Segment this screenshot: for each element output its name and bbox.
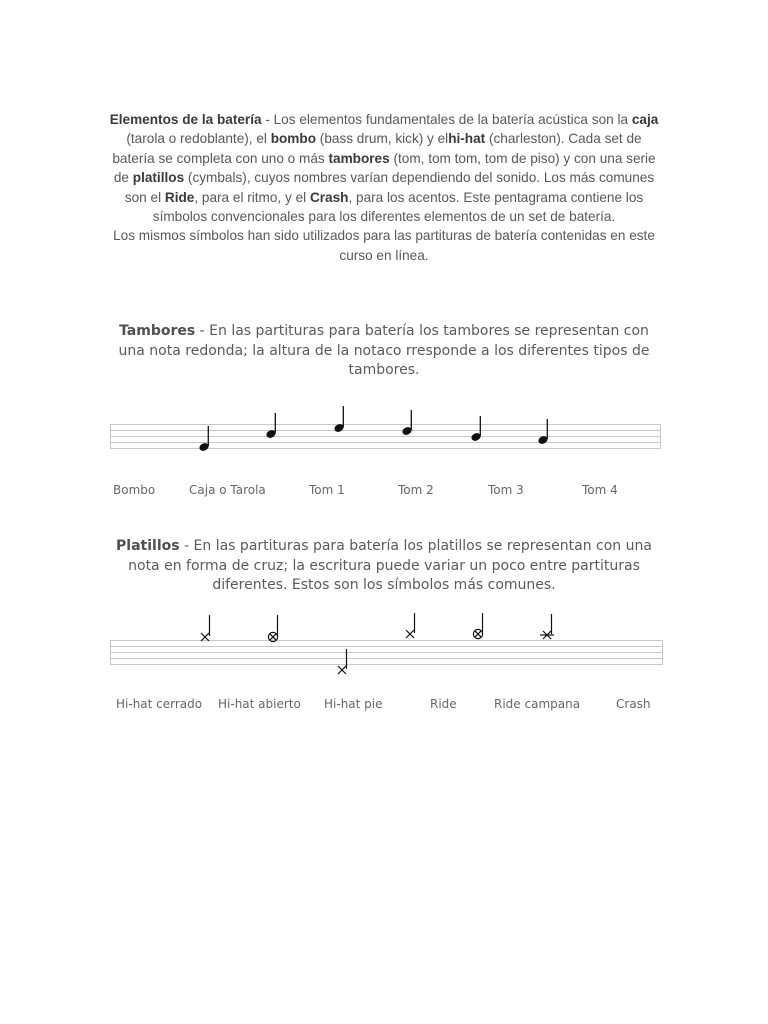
platillos-staff (0, 605, 768, 680)
intro-text: , para el ritmo, y el (194, 189, 310, 205)
label-hihat-pie: Hi-hat pie (324, 697, 383, 711)
note-ride-campana (473, 613, 482, 639)
intro-text-note: Los mismos símbolos han sido utilizados para las partituras de batería contenidas en este curso en línea. (113, 228, 655, 263)
tambores-title: Tambores (119, 323, 196, 339)
term-caja: caja (631, 112, 659, 127)
label-tom-3: Tom 3 (488, 483, 524, 497)
note-tom-2 (401, 410, 413, 436)
intro-text: (charleston). Cada set de batería se completa con uno o más (112, 131, 642, 166)
note-tom-1 (333, 406, 345, 433)
label-bombo: Bombo (113, 483, 156, 497)
term-hihat: hi-hat (448, 131, 486, 147)
tambores-staff (0, 395, 768, 465)
intro-paragraph (104, 110, 664, 265)
tambores-text: - En las partituras para batería los tambores se representan con una nota redonda; la altura de la notaco rresponde a los diferentes tipos de tambores. (118, 323, 650, 378)
label-tom-1: Tom 1 (309, 483, 345, 497)
note-ride (406, 613, 415, 638)
term-bombo: bombo (270, 131, 317, 147)
note-caja (265, 413, 277, 439)
note-tom-4 (537, 419, 549, 445)
intro-text: , para los acentos. Este pentagrama contiene los símbolos convencionales para los diferentes elementos de un set de batería. (152, 189, 644, 225)
note-hihat-abierto (268, 615, 277, 642)
label-hihat-abierto: Hi-hat abierto (218, 697, 301, 711)
tambores-description (104, 322, 664, 381)
term-tambores: tambores (328, 150, 390, 166)
term-ride: Ride (164, 189, 195, 205)
label-crash: Crash (616, 697, 651, 711)
intro-text: (tom, tom tom, tom de piso) y con una serie de (113, 150, 656, 186)
intro-text: (bass drum, kick) y el (316, 131, 449, 147)
term-platillos: platillos (132, 170, 185, 186)
staff-lines (110, 640, 663, 665)
label-ride-campana: Ride campana (494, 697, 581, 711)
platillos-text: - En las partituras para batería los platillos se representan con una nota en forma de cruz; la escritura puede variar un poco entre partituras diferentes. Estos son los símbolos más comunes. (128, 538, 652, 593)
intro-text: - Los elementos fundamentales de la batería acústica son la (261, 112, 632, 127)
intro-heading: Elementos de la batería (109, 112, 262, 127)
platillos-description (104, 537, 664, 596)
label-tom-2: Tom 2 (398, 483, 434, 497)
label-tom-4: Tom 4 (582, 483, 618, 497)
intro-text: (tarola o redoblante), el (126, 131, 271, 147)
note-tom-3 (470, 416, 482, 442)
platillos-title: Platillos (116, 538, 180, 554)
note-crash (540, 614, 554, 639)
label-caja: Caja o Tarola (189, 483, 266, 497)
intro-text: (cymbals), cuyos nombres varían dependiendo del sonido. Los más comunes son el (124, 170, 655, 205)
staff-lines (110, 424, 661, 449)
label-hihat-cerrado: Hi-hat cerrado (116, 697, 203, 711)
term-crash: Crash (309, 189, 349, 205)
note-hihat-cerrado (201, 615, 210, 641)
label-ride: Ride (430, 697, 457, 711)
